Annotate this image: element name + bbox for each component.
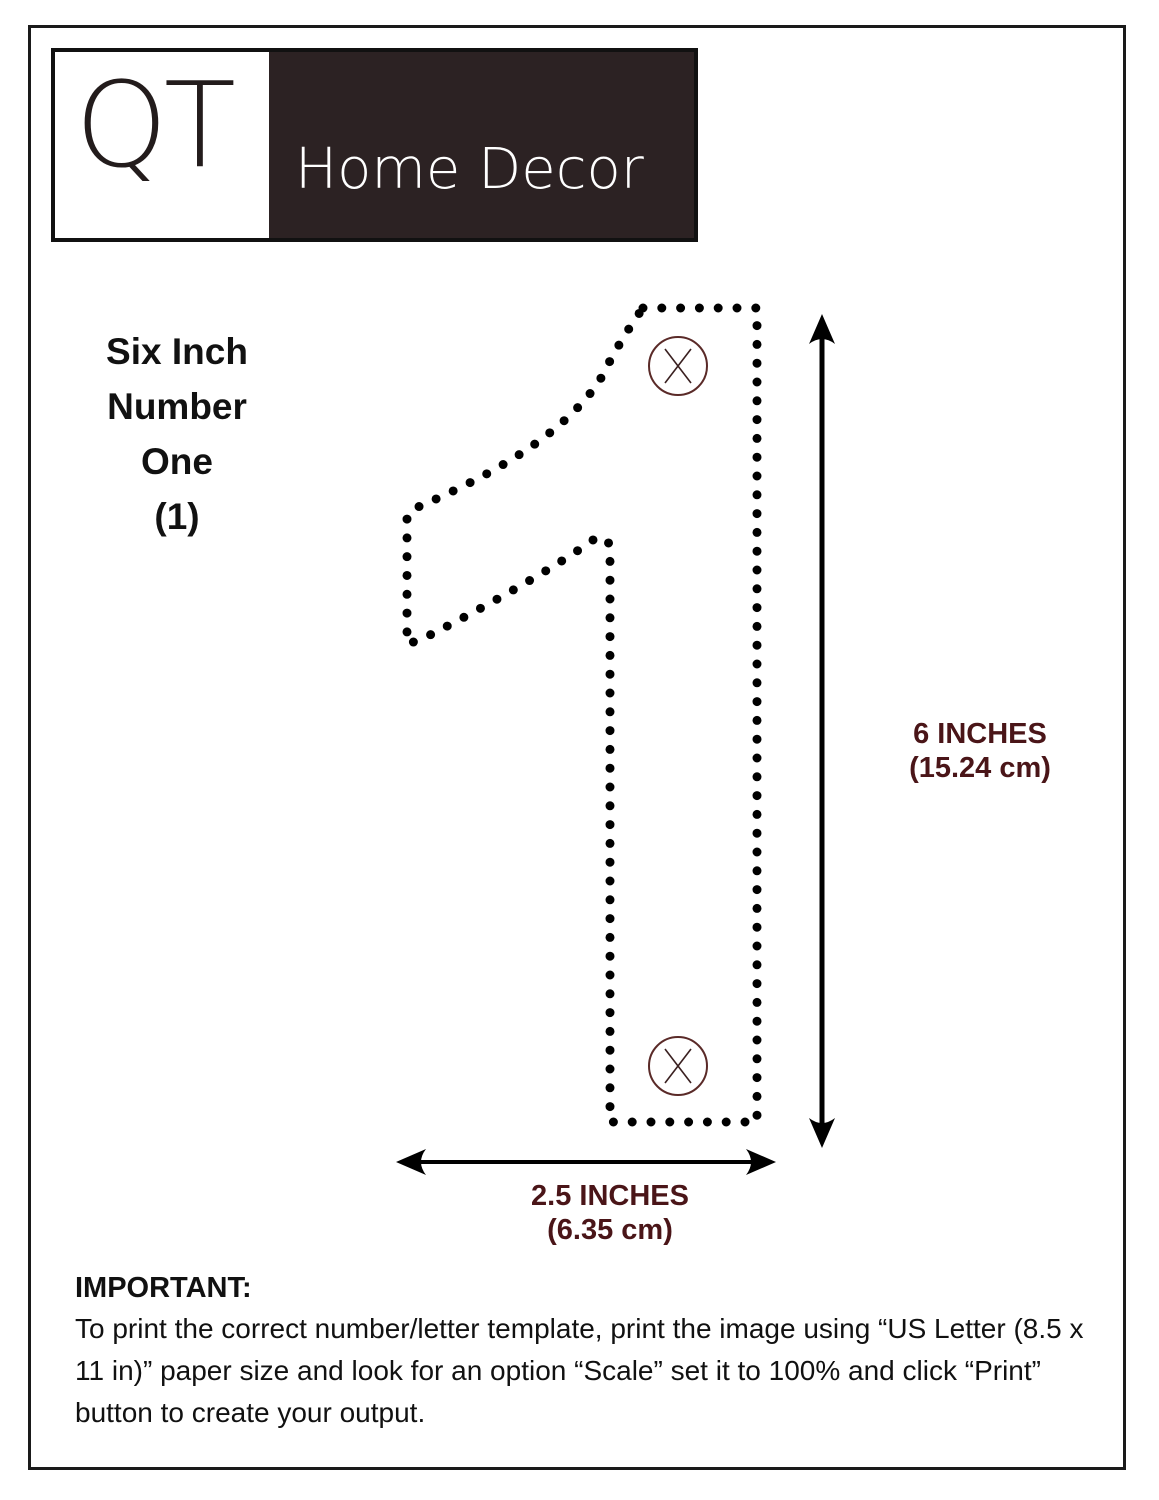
instructions-heading: IMPORTANT:	[75, 1272, 252, 1304]
height-cm: (15.24 cm)	[909, 752, 1051, 784]
instructions-body: To print the correct number/letter template, print the image using “US Letter (8.5 x 11 in)” paper size and look for an option “Scale” set it to 100% and click “Print” button to create your output.	[75, 1313, 1084, 1428]
mounting-hole-top	[649, 337, 707, 395]
title-line: Six Inch	[106, 331, 248, 372]
width-dimension-label	[480, 1179, 740, 1247]
width-cm: (6.35 cm)	[547, 1214, 673, 1246]
height-dimension-label	[880, 717, 1080, 785]
logo-monogram: QT	[75, 56, 232, 194]
width-inches: 2.5 INCHES	[531, 1180, 689, 1212]
mounting-hole-bottom	[649, 1037, 707, 1095]
height-inches: 6 INCHES	[913, 718, 1047, 750]
dotted-number-outline	[407, 308, 757, 1122]
print-instructions	[75, 1268, 1095, 1434]
title-line: One	[141, 441, 213, 482]
title-line: Number	[107, 386, 247, 427]
logo-brand-name: Home Decor	[295, 137, 644, 202]
title-line: (1)	[154, 496, 200, 537]
